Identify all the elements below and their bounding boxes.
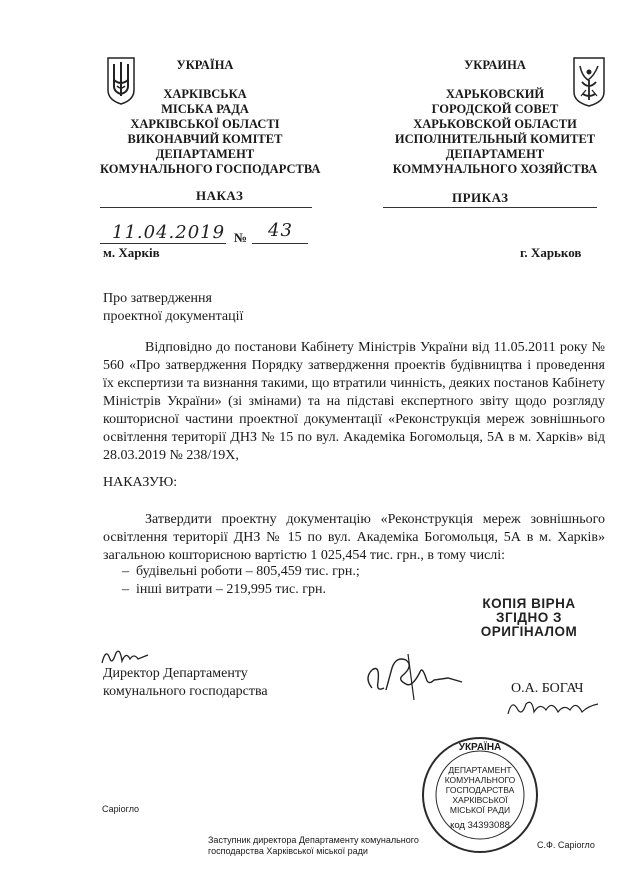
deputy-name: С.Ф. Саріогло <box>537 840 595 850</box>
list-item-text: інші витрати – 219,995 тис. грн. <box>136 582 326 597</box>
header-right-line: ДЕПАРТАМЕНТ <box>445 147 545 161</box>
name-signature-scribble <box>504 694 604 725</box>
order-date: 11.04.2019 <box>112 222 226 243</box>
stamp-line: КОМУНАЛЬНОГО <box>444 775 516 785</box>
header-left-country: УКРАЇНА <box>176 58 234 72</box>
header-left-line: ДЕПАРТАМЕНТ <box>155 147 255 161</box>
author-name: Саріогло <box>102 804 140 814</box>
deputy-title-line: господарства Харківської міської ради <box>208 846 368 856</box>
divider-right <box>383 207 597 208</box>
header-right-line: ХАРЬКОВСКИЙ <box>445 87 545 101</box>
header-left-line: ВИКОНАВЧИЙ КОМІТЕТ <box>127 132 283 146</box>
doc-type-right: ПРИКАЗ <box>452 190 509 205</box>
stamp-line: МІСЬКОЇ РАДИ <box>449 805 511 815</box>
preamble-paragraph: Відповідно до постанови Кабінету Міністрів України від 11.05.2011 року № 560 «Про затвердження Порядку затвердження проектів будівництва і проведення їх експертизи та визнання такими, що втратили чинність, деяких постанов Кабінету Міністрів України» (зі змінами) та на підставі експертного звіту щодо розгляду кошторисної частини проектної документації «Реконструкція мереж зовнішнього освітлення території ДНЗ № 15 по вул. Академіка Богомольця, 5А в м. Харків» від 28.03.2019 № 238/19Х, <box>103 340 605 463</box>
signatory-title <box>103 665 268 701</box>
deputy-title <box>208 835 419 857</box>
subject <box>103 290 243 326</box>
subject-line: проектної документації <box>103 309 244 324</box>
department-round-stamp <box>420 735 540 855</box>
list-dash: – <box>122 582 129 597</box>
divider-left <box>100 207 312 208</box>
header-left-line: МІСЬКА РАДА <box>161 102 249 116</box>
stamp-line: ХАРКІВСЬКОЇ <box>452 795 508 805</box>
header-left-line: КОМУНАЛЬНОГО ГОСПОДАРСТВА <box>100 162 321 176</box>
decision-paragraph: Затвердити проектну документацію «Реконструкція мереж зовнішнього освітлення території ДНЗ № 15 по вул. Академіка Богомольця, 5А в м. Харків» загальною кошторисною вартістю 1 025,454 тис. грн., в тому числі: <box>103 512 605 563</box>
deputy-title-line: Заступник директора Департаменту комунального <box>208 835 419 845</box>
copy-true-stamp <box>470 597 588 639</box>
header-right-line: ГОРОДСКОЙ СОВЕТ <box>431 102 559 116</box>
city-left: м. Харків <box>103 245 160 260</box>
stamp-line: ДЕПАРТАМЕНТ <box>448 765 512 775</box>
order-number: 43 <box>268 220 293 241</box>
header-right-country: УКРАИНА <box>464 58 526 72</box>
header-right-line: КОММУНАЛЬНОГО ХОЗЯЙСТВА <box>392 162 598 176</box>
order-number-line <box>252 243 308 244</box>
city-right: г. Харьков <box>520 245 582 260</box>
header-left-line: ХАРКІВСЬКОЇ ОБЛАСТІ <box>130 117 280 131</box>
copy-stamp-line: ЗГІДНО З <box>496 610 562 625</box>
header-right <box>383 58 607 177</box>
copy-stamp-line: КОПІЯ ВІРНА <box>482 596 576 611</box>
header-left <box>100 58 321 177</box>
copy-stamp-line: ОРИГІНАЛОМ <box>480 624 578 639</box>
director-signature <box>362 648 472 708</box>
order-word: НАКАЗУЮ: <box>103 475 178 490</box>
header-left-line: ХАРКІВСЬКА <box>163 87 247 101</box>
stamp-line: ГОСПОДАРСТВА <box>445 785 515 795</box>
signatory-title-line: комунального господарства <box>103 684 268 699</box>
stamp-top-text: УКРАЇНА <box>458 742 502 753</box>
stamp-code: код 34393088 <box>450 820 510 831</box>
list-item <box>122 581 326 599</box>
order-date-line <box>100 243 226 244</box>
list-item-text: будівельні роботи – 805,459 тис. грн.; <box>136 564 360 579</box>
header-right-line: ИСПОЛНИТЕЛЬНЫЙ КОМИТЕТ <box>394 132 596 146</box>
signatory-title-line: Директор Департаменту <box>103 666 248 681</box>
header-right-line: ХАРЬКОВСКОЙ ОБЛАСТИ <box>413 117 577 131</box>
order-number-label: № <box>234 230 248 245</box>
doc-type-left: НАКАЗ <box>196 188 244 203</box>
signatory-name: О.А. БОГАЧ <box>511 681 584 696</box>
subject-line: Про затвердження <box>103 291 212 306</box>
stamp-body <box>438 765 522 831</box>
list-item <box>122 563 360 581</box>
list-dash: – <box>122 564 129 579</box>
